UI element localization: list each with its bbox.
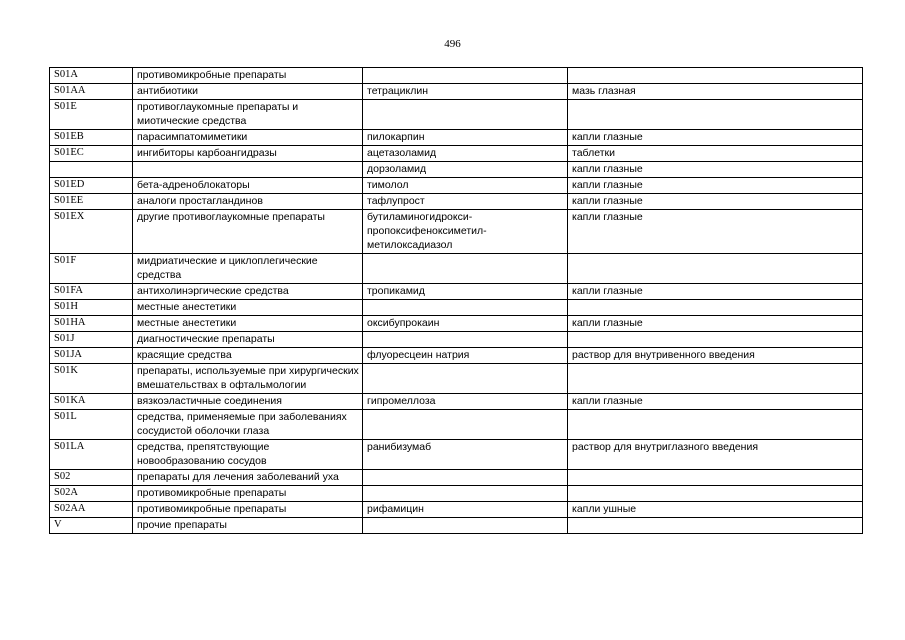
drug-cell: тетрациклин [363, 84, 568, 100]
drug-cell: рифамицин [363, 502, 568, 518]
atc-code-cell: S01EB [50, 130, 133, 146]
form-cell [568, 410, 863, 440]
form-cell: капли глазные [568, 178, 863, 194]
form-cell: капли глазные [568, 316, 863, 332]
table-row [50, 100, 863, 130]
atc-code-cell: S01L [50, 410, 133, 440]
atc-code-cell: S01F [50, 254, 133, 284]
drug-cell: пилокарпин [363, 130, 568, 146]
atc-code-cell: S01HA [50, 316, 133, 332]
drug-table [49, 67, 863, 534]
group-cell: антихолинэргические средства [133, 284, 363, 300]
drug-cell: ранибизумаб [363, 440, 568, 470]
table-row [50, 518, 863, 534]
table-row [50, 146, 863, 162]
drug-cell [363, 364, 568, 394]
page-number: 496 [444, 38, 461, 50]
table-row [50, 130, 863, 146]
form-cell [568, 300, 863, 316]
group-cell: местные анестетики [133, 316, 363, 332]
form-cell [568, 518, 863, 534]
form-cell [568, 332, 863, 348]
drug-cell [363, 410, 568, 440]
table-row [50, 486, 863, 502]
table-row [50, 178, 863, 194]
form-cell: капли глазные [568, 284, 863, 300]
form-cell [568, 100, 863, 130]
drug-cell: тропикамид [363, 284, 568, 300]
atc-code-cell: S01EX [50, 210, 133, 254]
atc-code-cell: S01AA [50, 84, 133, 100]
group-cell: препараты, используемые при хирургических вмешательствах в офтальмологии [133, 364, 363, 394]
table-row [50, 300, 863, 316]
atc-code-cell: S01JA [50, 348, 133, 364]
form-cell [568, 364, 863, 394]
form-cell [568, 470, 863, 486]
table-row [50, 348, 863, 364]
group-cell: средства, препятствующие новообразованию сосудов [133, 440, 363, 470]
group-cell: вязкоэластичные соединения [133, 394, 363, 410]
group-cell: противомикробные препараты [133, 502, 363, 518]
drug-cell [363, 100, 568, 130]
table-row [50, 316, 863, 332]
form-cell [568, 68, 863, 84]
form-cell: раствор для внутривенного введения [568, 348, 863, 364]
table-row [50, 162, 863, 178]
drug-cell: бутиламиногидрокси-пропоксифеноксиметил-метилоксадиазол [363, 210, 568, 254]
form-cell: таблетки [568, 146, 863, 162]
atc-code-cell: S01E [50, 100, 133, 130]
table-row [50, 502, 863, 518]
group-cell: местные анестетики [133, 300, 363, 316]
atc-code-cell: S02AA [50, 502, 133, 518]
table-row [50, 332, 863, 348]
group-cell: мидриатические и циклоплегические средства [133, 254, 363, 284]
atc-code-cell: V [50, 518, 133, 534]
drug-cell: тафлупрост [363, 194, 568, 210]
drug-cell [363, 470, 568, 486]
atc-code-cell: S01FA [50, 284, 133, 300]
group-cell: антибиотики [133, 84, 363, 100]
form-cell [568, 486, 863, 502]
drug-cell [363, 486, 568, 502]
group-cell: противомикробные препараты [133, 486, 363, 502]
drug-cell [363, 68, 568, 84]
drug-cell: флуоресцеин натрия [363, 348, 568, 364]
atc-code-cell: S01KA [50, 394, 133, 410]
drug-cell [363, 332, 568, 348]
atc-code-cell: S02A [50, 486, 133, 502]
group-cell: диагностические препараты [133, 332, 363, 348]
drug-cell: тимолол [363, 178, 568, 194]
form-cell: капли глазные [568, 130, 863, 146]
group-cell: бета-адреноблокаторы [133, 178, 363, 194]
table-row [50, 68, 863, 84]
table-row [50, 84, 863, 100]
table-row [50, 194, 863, 210]
form-cell: капли глазные [568, 194, 863, 210]
group-cell: противомикробные препараты [133, 68, 363, 84]
form-cell: раствор для внутриглазного введения [568, 440, 863, 470]
table-row [50, 410, 863, 440]
table-body [50, 68, 863, 534]
form-cell [568, 254, 863, 284]
form-cell: капли глазные [568, 394, 863, 410]
atc-code-cell: S01K [50, 364, 133, 394]
table-row [50, 284, 863, 300]
group-cell: препараты для лечения заболеваний уха [133, 470, 363, 486]
drug-cell [363, 518, 568, 534]
table-row [50, 254, 863, 284]
group-cell [133, 162, 363, 178]
group-cell: парасимпатомиметики [133, 130, 363, 146]
atc-code-cell: S02 [50, 470, 133, 486]
drug-cell: гипромеллоза [363, 394, 568, 410]
atc-code-cell [50, 162, 133, 178]
atc-code-cell: S01EE [50, 194, 133, 210]
drug-cell: ацетазоламид [363, 146, 568, 162]
form-cell: капли глазные [568, 162, 863, 178]
group-cell: средства, применяемые при заболеваниях сосудистой оболочки глаза [133, 410, 363, 440]
atc-code-cell: S01ED [50, 178, 133, 194]
group-cell: ингибиторы карбоангидразы [133, 146, 363, 162]
group-cell: красящие средства [133, 348, 363, 364]
form-cell: капли глазные [568, 210, 863, 254]
group-cell: прочие препараты [133, 518, 363, 534]
group-cell: противоглаукомные препараты и миотические средства [133, 100, 363, 130]
group-cell: другие противоглаукомные препараты [133, 210, 363, 254]
group-cell: аналоги простагландинов [133, 194, 363, 210]
table-row [50, 470, 863, 486]
drug-cell: оксибупрокаин [363, 316, 568, 332]
drug-cell: дорзоламид [363, 162, 568, 178]
atc-code-cell: S01J [50, 332, 133, 348]
table-row [50, 364, 863, 394]
drug-cell [363, 300, 568, 316]
drug-cell [363, 254, 568, 284]
form-cell: капли ушные [568, 502, 863, 518]
table-row [50, 210, 863, 254]
atc-code-cell: S01H [50, 300, 133, 316]
atc-code-cell: S01LA [50, 440, 133, 470]
table-row [50, 394, 863, 410]
atc-code-cell: S01EC [50, 146, 133, 162]
form-cell: мазь глазная [568, 84, 863, 100]
atc-code-cell: S01A [50, 68, 133, 84]
table-row [50, 440, 863, 470]
